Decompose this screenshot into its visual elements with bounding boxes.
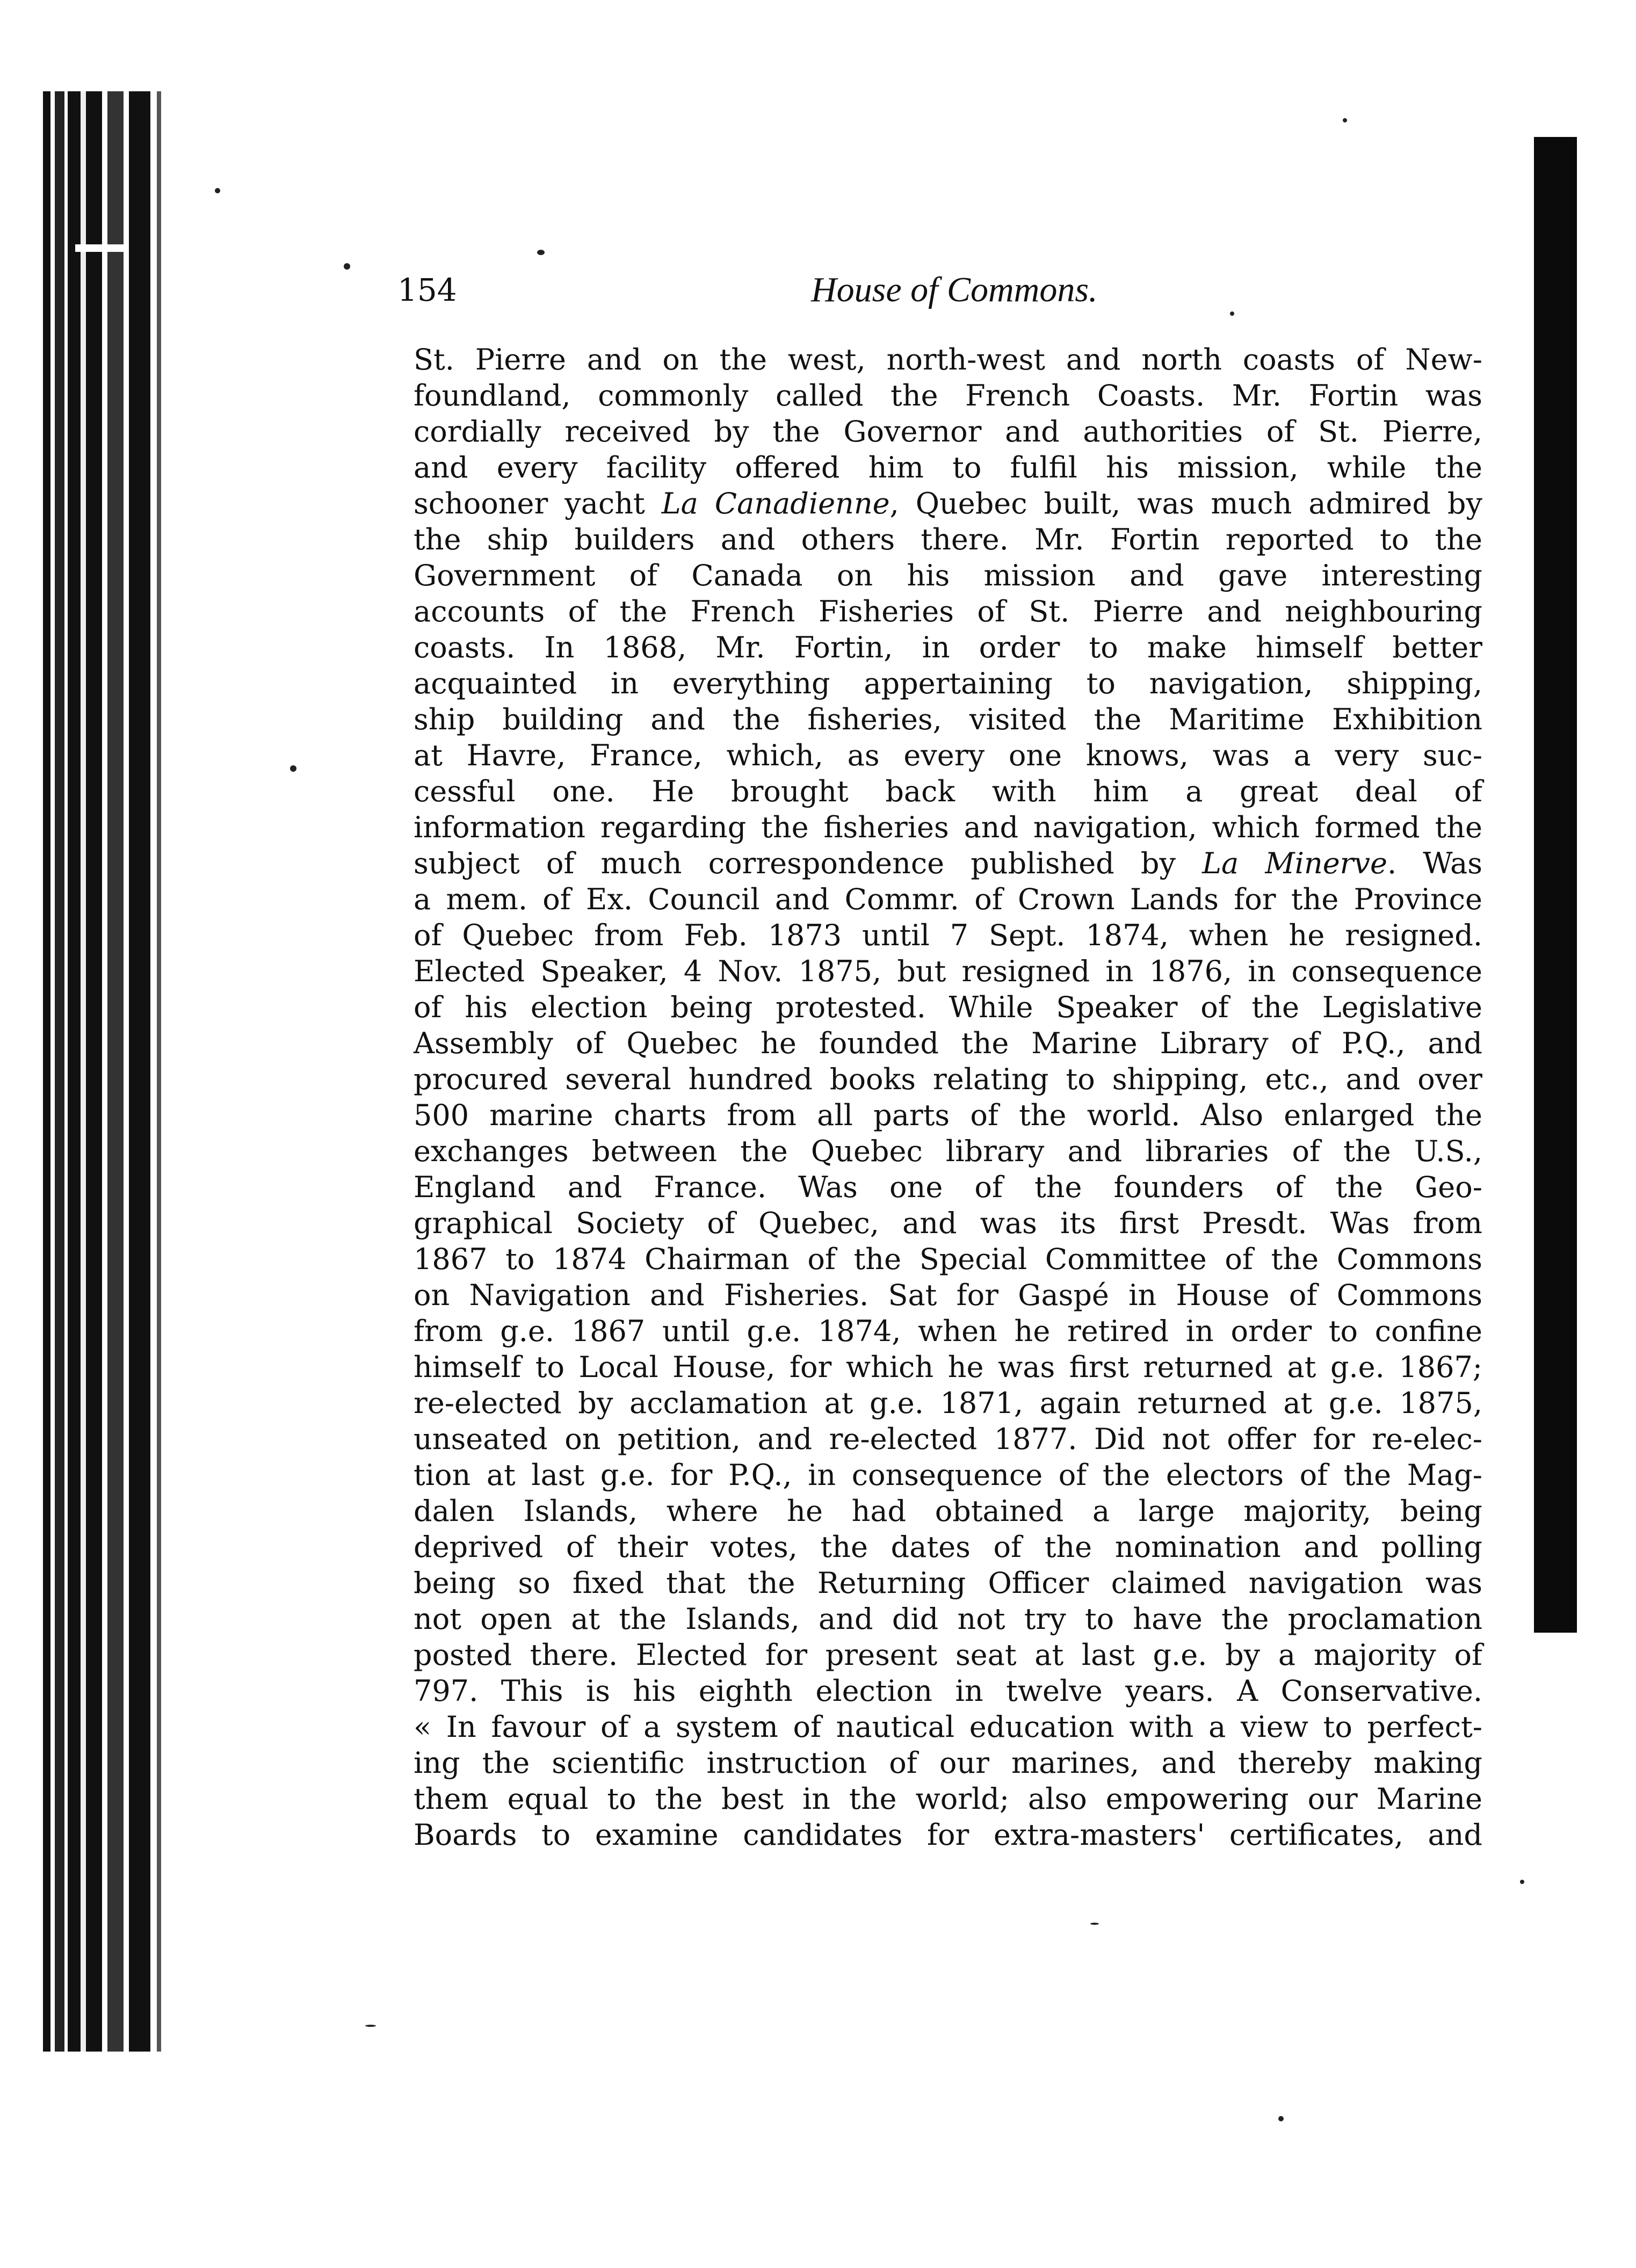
text-line: from g.e. 1867 until g.e. 1874, when he retired in order to confine (414, 1314, 1482, 1348)
text-line: acquainted in everything appertaining to navigation, shipping, (414, 666, 1482, 700)
text-line: cessful one. He brought back with him a great deal of (414, 774, 1482, 808)
italic-title: La Minerve (1202, 846, 1387, 880)
text-line: Government of Canada on his mission and gave interesting (414, 559, 1482, 592)
text-line: England and France. Was one of the founders of the Geo- (414, 1170, 1482, 1204)
text-line: graphical Society of Quebec, and was its first Presdt. Was from (414, 1206, 1482, 1240)
page-header (397, 269, 1525, 311)
text-line: on Navigation and Fisheries. Sat for Gaspé in House of Commons (414, 1278, 1482, 1312)
text-line: accounts of the French Fisheries of St. Pierre and neighbouring (414, 595, 1482, 628)
scan-speck (1343, 118, 1347, 122)
scan-speck (1230, 311, 1234, 316)
text-line: exchanges between the Quebec library and libraries of the U.S., (414, 1134, 1482, 1168)
text-line: 500 marine charts from all parts of the world. Also enlarged the (414, 1098, 1482, 1132)
scan-speck (537, 250, 545, 255)
text-line: 1867 to 1874 Chairman of the Special Committee of the Commons (414, 1242, 1482, 1276)
text-line: procured several hundred books relating to shipping, etc., and over (414, 1062, 1482, 1096)
right-edge-shadow (1534, 137, 1577, 1633)
scan-speck (1090, 1923, 1099, 1925)
text-line: the ship builders and others there. Mr. Fortin reported to the (414, 523, 1482, 556)
text-line: them equal to the best in the world; also empowering our Marine (414, 1782, 1482, 1816)
text-line: coasts. In 1868, Mr. Fortin, in order to make himself better (414, 631, 1482, 664)
text-line: deprived of their votes, the dates of the nomination and polling (414, 1530, 1482, 1564)
text-line: himself to Local House, for which he was first returned at g.e. 1867; (414, 1350, 1482, 1384)
body-text (414, 342, 1482, 1853)
page-number: 154 (397, 272, 457, 308)
text-line: information regarding the fisheries and navigation, which formed the (414, 810, 1482, 844)
text-line: dalen Islands, where he had obtained a large majority, being (414, 1494, 1482, 1528)
text-line: « In favour of a system of nautical education with a view to perfect- (414, 1710, 1482, 1744)
text-line: re-elected by acclamation at g.e. 1871, again returned at g.e. 1875, (414, 1386, 1482, 1420)
italic-title: La Canadienne (661, 487, 890, 520)
text-line: of Quebec from Feb. 1873 until 7 Sept. 1874, when he resigned. (414, 918, 1482, 952)
scan-speck (1520, 1880, 1524, 1884)
text-line: unseated on petition, and re-elected 1877. Did not offer for re-elec- (414, 1422, 1482, 1456)
text-line: of his election being protested. While Speaker of the Legislative (414, 990, 1482, 1024)
text-line: subject of much correspondence published by La Minerve. Was (414, 846, 1482, 880)
binding-shadow (43, 91, 167, 2052)
text-line: 797. This is his eighth election in twelve years. A Conservative. (414, 1674, 1482, 1708)
text-line: being so fixed that the Returning Officer claimed navigation was (414, 1566, 1482, 1600)
text-line: foundland, commonly called the French Coasts. Mr. Fortin was (414, 379, 1482, 412)
scan-speck (215, 188, 220, 193)
text-line: ship building and the fisheries, visited the Maritime Exhibition (414, 702, 1482, 736)
scan-speck (365, 2025, 376, 2027)
text-line: ing the scientific instruction of our marines, and thereby making (414, 1746, 1482, 1780)
text-line: Assembly of Quebec he founded the Marine Library of P.Q., and (414, 1026, 1482, 1060)
text-line: a mem. of Ex. Council and Commr. of Crown Lands for the Province (414, 882, 1482, 916)
scan-speck (344, 263, 350, 270)
scan-speck (1278, 2116, 1284, 2121)
text-line: tion at last g.e. for P.Q., in consequence of the electors of the Mag- (414, 1458, 1482, 1492)
scan-speck (290, 765, 296, 772)
text-line: posted there. Elected for present seat at last g.e. by a majority of (414, 1638, 1482, 1672)
text-line: cordially received by the Governor and authorities of St. Pierre, (414, 415, 1482, 448)
text-line: schooner yacht La Canadienne, Quebec built, was much admired by (414, 487, 1482, 520)
running-head: House of Commons. (811, 270, 1098, 309)
text-line: Elected Speaker, 4 Nov. 1875, but resigned in 1876, in consequence (414, 954, 1482, 988)
text-line: not open at the Islands, and did not try to have the proclamation (414, 1602, 1482, 1636)
text-line: at Havre, France, which, as every one knows, was a very suc- (414, 738, 1482, 772)
text-line: and every facility offered him to fulfil his mission, while the (414, 451, 1482, 484)
binding-notch (75, 244, 124, 252)
text-line: Boards to examine candidates for extra-masters' certificates, and (414, 1818, 1482, 1852)
text-line: St. Pierre and on the west, north-west and north coasts of New- (414, 343, 1482, 376)
